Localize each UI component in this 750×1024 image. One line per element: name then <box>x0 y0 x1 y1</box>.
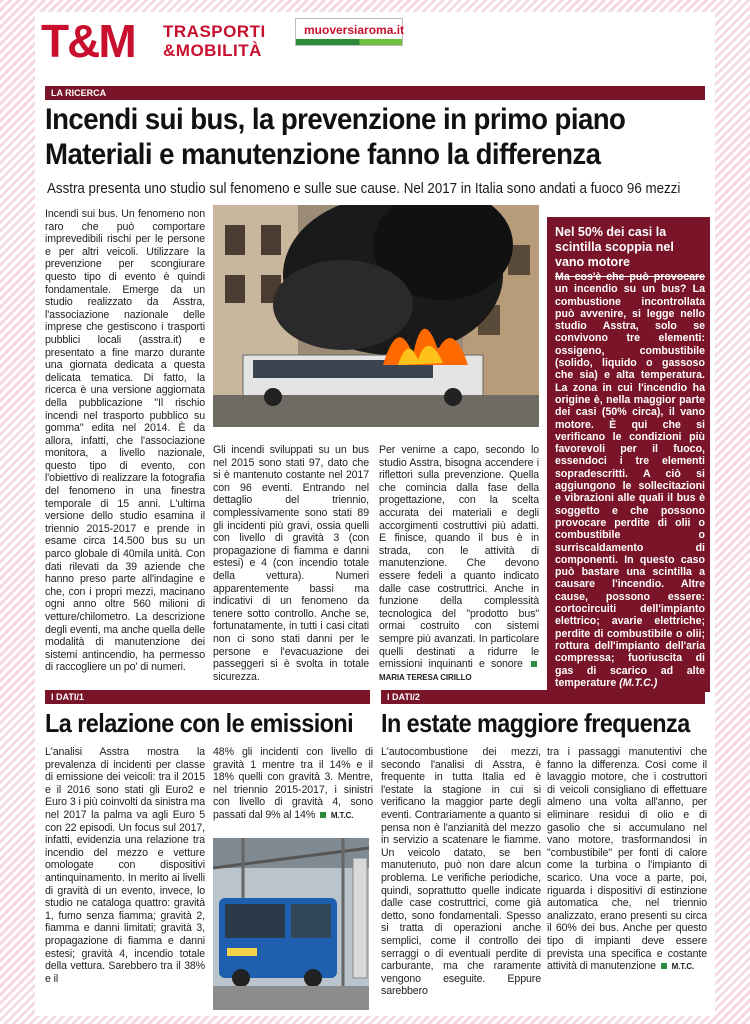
blue-bus-photo <box>213 838 369 1010</box>
sidebar-title: Nel 50% dei casi la scintilla scoppia nel vano motore <box>555 225 705 277</box>
page <box>35 12 715 1016</box>
logo-line-1: TRASPORTI <box>163 22 266 41</box>
website-banner-stripe <box>296 39 402 45</box>
sidebar-text: Ma cos'è che può provocare un incendio su un bus? La combustione incontrollata può avvenire, si legge nello studio Asstra, solo se convivono tre elementi: ossigeno, combustibile (solido, liquido o gassoso che sia) e alta temperatura. La zona in cui l'incendio ha origine è, nella maggior parte dei casi (50% circa), il vano motore. È qui che si verificano le condizioni più favorevoli per il fuoco, essendoci i tre elementi sopradescritti. A ciò si aggiungono le sollecitazioni e vibrazioni alle quali il bus è soggetto e che possono provocare perdite di olii o combustibile o surriscaldamento di componenti. In questo caso può bastare una scintilla a causare l'incendio. Altre cause, possono essere: cortocircuiti dell'impianto elettrico; avarie elettriche; perdite di combustibile o olii; rottura dell'impianto dell'aria compressa; fuoriuscita di gas di scarico ad alte temperature <box>555 271 705 689</box>
dati-2-column-2 <box>547 746 707 1010</box>
dati-2-text-1: L'autocombustione dei mezzi, secondo l'analisi di Asstra, è frequente in tutta Italia ed è l'estate la stagione in cui si verificano la maggior parte degli eventi. Contrariamente a quanto si pensa non è l'anzianità del mezzo in servizio a scatenare le fiamme. Un veicolo datato, se ben manutenuto, può non dare alcun problema. Le verifiche periodiche, quindi, soprattutto quelle indicate dalle case costruttrici, come già detto, sono fondamentali. Spesso si tratta di operazioni anche semplici, come il controllo dei serraggi o di eventuali perdite di carburante, ma che raramente vengono eseguite. Eppure sarebbero <box>381 746 541 998</box>
end-mark-icon <box>531 661 537 667</box>
dati-1-signature: M.T.C. <box>330 810 354 820</box>
burning-bus-illustration <box>213 205 539 427</box>
article-text-2: Gli incendi sviluppati su un bus nel 2015 sono stati 97, dato che si è mantenuto costante nel 2017 con 96 eventi. Entrando nel dettaglio del triennio, complessivamente sono stati 89 gli incidenti più gravi, ossia quelli con livello di gravità 3 (con propagazione di fiamma e danni estesi) e 4 (con incendio totale della vettura). Numeri apparentemente bassi ma indicativi di un fenomeno da tenere sotto controllo. Anche se, fortunatamente, in tutti i casi citati non ci sono stati danni per le persone e l'evacuazione dei passeggeri si è svolta in totale sicurezza. <box>213 444 369 683</box>
article-headline <box>45 102 657 172</box>
article-text-3: Per venirne a capo, secondo lo studio Asstra, bisogna accendere i riflettori sulla prevenzione. Quella che comincia dalla fase della progettazione, con la scelta accurata dei materiali e degli accorgimenti costruttivi più adatti. E finisce, quando il bus è in strada, con le attività di manutenzione. Che devono essere fedeli a quanto indicato dalle case costruttrici. Anche in funzione della complessità tecnologica del "prodotto bus" ormai costruito con sistemi sempre più avanzati. In particolare quelli destinati a ridurre le emissioni inquinanti e sonore <box>379 444 539 671</box>
dati-2-column-1 <box>381 746 541 1010</box>
dati-1-text-1: L'analisi Asstra mostra la prevalenza di incidenti per classe di emissione dei veicoli: tra il 2015 e il 2016 sono stati gli Euro2 e Euro 3 i più coinvolti da sinistra ma nel 2017 la palma va agli Euro 5 con 22 episodi. Un focus sul 2017, infatti, evidenzia una relazione tra incendio del mezzo e vetture omologate con dispositivi antinquinamento. In merito ai livelli di gravità di un evento, invece, lo studio ne cataloga quattro: gravità 1, fumo senza fiamma; gravità 2, fiamma e danni limitati; gravità 3, propagazione di fiamma e danni estesi; gravità 4, incendio totale della vettura. Sarebbero tra il 38% e il <box>45 746 205 985</box>
section-label-dati-2: I DATI/2 <box>381 690 705 704</box>
blue-bus-illustration <box>213 838 369 1010</box>
article-subhead: Asstra presenta uno studio sul fenomeno e sulle sue cause. Nel 2017 in Italia sono andati a fuoco 96 mezzi <box>47 181 681 197</box>
dati-2-headline: In estate maggiore frequenza <box>381 708 690 738</box>
article-byline: MARIA TERESA CIRILLO <box>379 672 472 682</box>
dati-1-column-1 <box>45 746 205 1010</box>
dati-1-headline: La relazione con le emissioni <box>45 708 354 738</box>
dati-1-column-2 <box>213 746 373 832</box>
end-mark-icon <box>320 812 326 818</box>
sidebar-body <box>555 271 705 689</box>
website-banner[interactable] <box>295 18 403 46</box>
dati-2-signature: M.T.C. <box>671 962 695 972</box>
headline-line-2: Materiali e manutenzione fanno la differenza <box>45 138 601 171</box>
article-column-1 <box>45 208 205 696</box>
dati-1-text-2: 48% gli incidenti con livello di gravità 1 mentre tra il 14% e il 18% quelli con gravità 3. Mentre, nel triennio 2015-2017, i sinistri con livello di gravità 4, sono passati dal 9% al 14% <box>213 746 373 821</box>
section-label-dati-1: I DATI/1 <box>45 690 370 704</box>
end-mark-icon <box>661 963 667 969</box>
article-text-1: Incendi sui bus. Un fenomeno non raro che può comportare imprevedibili rischi per le persone e per altri veicoli. Utilizzare la prevenzione per scongiurare questo tipo di evento è quindi fondamentale. Emerge da un studio realizzato da Asstra, l'associazione nazionale delle imprese che gestiscono i trasporti pubblici locali (asstra.it) e presentato a fine marzo durante una giornata dedicata a questa delicata tematica. Di fatto, la ricerca è una versione aggiornata della pubblicazione "Il rischio incendi nel trasporto pubblico su gomma" edita nel 2014. È da allora, infatti, che l'associazione monitora, a livello nazionale, questo tipo di evento, con l'obiettivo di realizzare la fotografia del fenomeno in una finestra temporale di 15 anni. L'ultima versione dello studio esamina il triennio 2015-2017 e prende in esame circa 14.500 bus su un parco globale di 40mila unità. Con dati rilevati da 39 aziende che hanno preso parte all'indagine e che, con i propri mezzi, macinano ogni anno oltre 560 milioni di vetture/chilometro. La descrizione degli eventi, ma anche quella delle modalità di manutenzione dei sistemi antincendio, ha permesso di raccogliere un po' di numeri. <box>45 208 205 674</box>
sidebar-signature: (M.T.C.) <box>619 676 658 689</box>
logo-line-2: &MOBILITÀ <box>163 41 262 60</box>
website-url[interactable]: muoversiaroma.it <box>304 23 405 37</box>
headline-line-1: Incendi sui bus, la prevenzione in primo piano <box>45 103 626 136</box>
article-column-2 <box>213 444 369 696</box>
logo: T&M <box>41 15 135 67</box>
dati-2-text-2: tra i passaggi manutentivi che fanno la differenza. Così come il lavaggio motore, che i costruttori di veicoli consigliano di effettuare almeno una volta all'anno, per eliminare residui di olio e di gasolio che si accumulano nel vano motore, trasformandosi in "combustibile" per fonti di calore come la turbina o l'impianto di scarico. Una voce a parte, poi, riguarda i dispositivi di estinzione automatica che, nel triennio analizzato, erano presenti su circa il 60% dei bus. Anche per questo tipo di impianti deve essere prevista una specifica e costante attività di manutenzione <box>547 746 707 973</box>
burning-bus-photo <box>213 205 539 427</box>
masthead <box>35 12 715 82</box>
article-column-3 <box>379 444 539 696</box>
logo-text <box>163 22 266 60</box>
section-label-ricerca: LA RICERCA <box>45 86 705 100</box>
sidebar-box <box>547 217 710 692</box>
